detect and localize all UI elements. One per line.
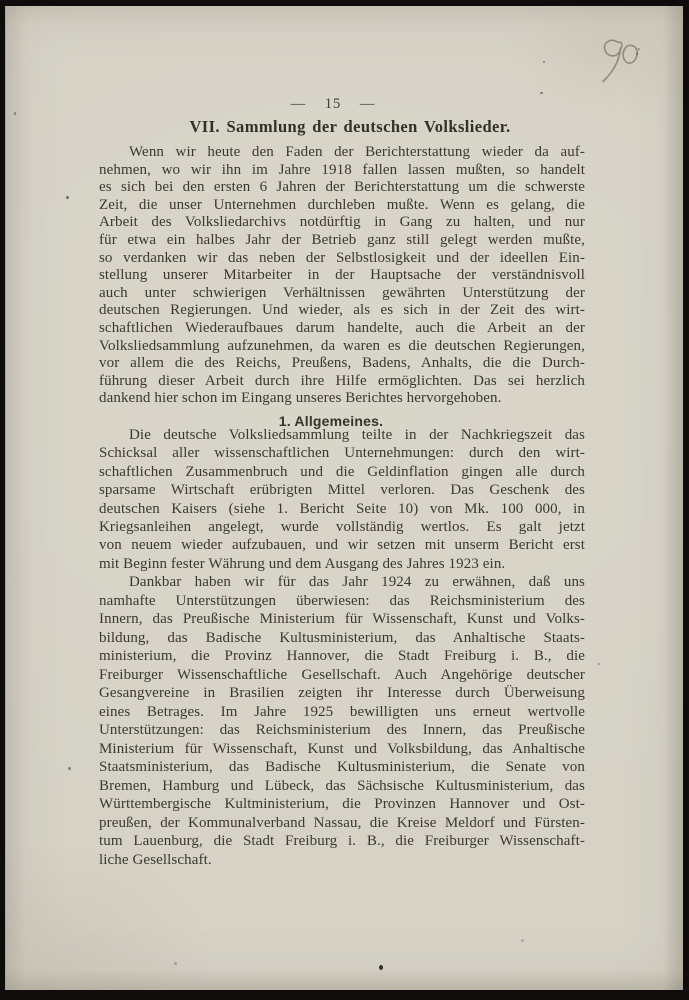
text-line: preußen, der Kommunalverband Nassau, die Kreise Meldorf und Fürsten- (99, 814, 585, 831)
text-line: Zeit, die unser Unternehmen durchleben mußte. Wenn es gelang, die (99, 196, 585, 213)
text-line: Volksliedsammlung aufzunehmen, da waren es die deutschen Regierungen, (99, 337, 585, 354)
text-line: stellung unserer Mitarbeiter in der Hauptsache der verständnisvoll (99, 267, 585, 284)
text-line: bildung, das Badische Kultusministerium, das Anhaltische Staats- (99, 629, 585, 646)
text-line: führung dieser Arbeit durch ihre Hilfe ermöglichten. Das sei herzlich (99, 372, 585, 389)
text-line: deutschen Kaisers (siehe 1. Bericht Seite 10) von Mk. 100 000, in (99, 500, 585, 517)
text-line: Dankbar haben wir für das Jahr 1924 zu erwähnen, daß uns (129, 574, 585, 590)
pencil-dot (638, 49, 639, 50)
text-line: Schicksal aller wissenschaftlichen Unternehmungen: durch den wirt- (99, 445, 585, 462)
text-line: eines Betrages. Im Jahre 1925 bewilligten uns erneut wertvolle (99, 703, 585, 720)
text-line: Unterstützungen: das Reichsministerium des Innern, das Preußische (99, 722, 585, 738)
text-line: tum Lauenburg, die Stadt Freiburg i. B., die Freiburger Wissenschaft- (99, 833, 585, 849)
text-line: von neuem wieder aufzubauen, und wir setzen mit unserm Bericht erst (99, 537, 585, 554)
scan-speck (636, 53, 638, 55)
text-line: nehmen, wo wir ihn im Jahre 1918 fallen lassen mußten, so handelt (99, 161, 585, 178)
text-line: vor allem die des Reichs, Preußens, Badens, Anhalts, die die Durch- (99, 355, 585, 372)
text-line: Gesangvereine in Brasilien zeigten ihr Interesse durch Überweisung (99, 685, 585, 701)
text-line: schaftlichen Wiederaufbaues darum handelte, auch die Arbeit an der (99, 319, 585, 336)
scan-speck (379, 965, 383, 970)
text-line: Bremen, Hamburg und Lübeck, das Sächsische Kultusministerium, das (99, 777, 585, 794)
text-line: deutschen Regierungen. Und wieder, als es sich in der Zeit des wirt- (99, 302, 585, 319)
paragraph (99, 144, 585, 408)
page-number: — 15 — (290, 96, 376, 112)
text-line: namhafte Unterstützungen überwiesen: das Reichsministerium des (99, 592, 585, 609)
text-line: Württembergische Kultministerium, die Provinzen Hannover und Ost- (99, 796, 585, 812)
text-line: auch unter schwierigen Verhältnissen gewährten Unterstützung der (99, 284, 585, 301)
text-line: Wenn wir heute den Faden der Berichterstattung wieder da auf- (129, 144, 585, 160)
text-line: es sich bei den ersten 6 Jahren der Berichterstattung um die schwerste (99, 179, 585, 196)
scan-speck (540, 92, 543, 94)
handwritten-page-number (595, 35, 643, 90)
scan-speck (598, 663, 600, 665)
text-line: schaftlichen Zusammenbruch und die Geldinflation gingen alle durch (99, 463, 585, 480)
scan-speck (521, 939, 524, 942)
text-line: Freiburger Wissenschaftliche Gesellschaft. Auch Angehörige deutscher (99, 666, 585, 683)
paragraph (99, 426, 585, 573)
scan-speck (543, 61, 545, 63)
text-line: Staatsministerium, das Badische Kultusministerium, die Senate von (99, 759, 585, 775)
text-line: für etwa ein halbes Jahr der Betrieb ganz still gelegt werden mußte, (99, 231, 585, 248)
scan-speck (66, 196, 69, 199)
text-line: sparsame Wirtschaft erübrigten Mittel verloren. Das Geschenk des (99, 482, 585, 499)
scan-speck (174, 962, 177, 965)
text-line: liche Gesellschaft. (99, 851, 212, 868)
text-line: so verdanken wir das neben der Selbstlosigkeit und der ideellen Ein- (99, 249, 585, 266)
paragraph (99, 573, 585, 869)
section-heading: 1. Allgemeines. (278, 413, 384, 429)
text-line: Innern, das Preußische Ministerium für Wissenschaft, Kunst und Volks- (99, 611, 585, 627)
text-line: Kriegsanleihen angelegt, wurde vollständig wertlos. Es galt jetzt (99, 519, 585, 536)
chapter-title: VII. Sammlung der deutschen Volkslieder. (189, 117, 511, 136)
text-line: Ministerium für Wissenschaft, Kunst und Volksbildung, das Anhaltische (99, 740, 585, 757)
text-line: Die deutsche Volksliedsammlung teilte in der Nachkriegszeit das (129, 427, 585, 443)
text-line: dankend hier schon im Eingang unseres Berichtes hervorgehoben. (99, 390, 502, 407)
text-line: mit Beginn fester Währung und dem Ausgang des Jahres 1923 ein. (99, 555, 506, 572)
scan-speck (14, 112, 16, 115)
scan-speck (68, 767, 71, 770)
text-line: Arbeit des Volksliedarchivs notdürftig in Gang zu halten, und nur (99, 214, 585, 231)
text-line: ministerium, die Provinz Hannover, die Stadt Freiburg i. B., die (99, 648, 585, 664)
paper-sheet (5, 6, 683, 990)
